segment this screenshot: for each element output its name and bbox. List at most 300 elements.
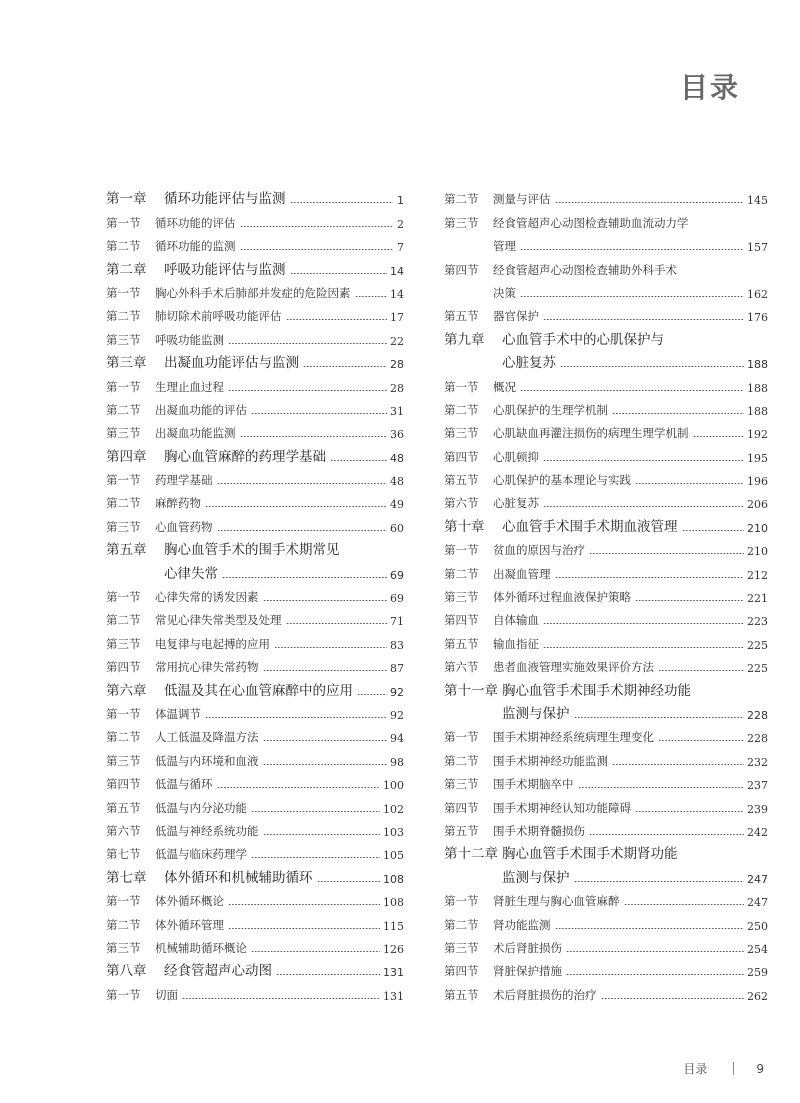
toc-section-entry [106, 699, 404, 722]
dot-leader [520, 296, 744, 297]
dot-leader [222, 577, 387, 578]
dot-leader [612, 764, 744, 765]
toc-chapter-entry [106, 254, 404, 277]
section-title: 肾脏生理与胸心血管麻醉 [493, 894, 620, 909]
page-ref: 105 [383, 849, 404, 863]
toc-section-entry [444, 628, 768, 651]
section-number: 第五节 [106, 800, 141, 815]
toc-section-entry [106, 792, 404, 815]
toc-section-entry [444, 722, 768, 745]
section-number: 第三节 [444, 940, 479, 955]
page-ref: 7 [397, 241, 404, 255]
toc-section-entry [106, 769, 404, 792]
toc-section-entry [106, 395, 404, 418]
page-footer [683, 1060, 764, 1077]
section-title: 围手术期神经系统病理生理变化 [493, 730, 654, 745]
chapter-title: 呼吸功能评估与监测 [164, 261, 286, 278]
section-title: 体外循环过程血液保护策略 [493, 590, 631, 605]
section-title: 常用抗心律失常药物 [155, 660, 259, 675]
section-title: 体温调节 [155, 706, 201, 721]
chapter-number: 第七章 [106, 869, 147, 886]
dot-leader [658, 740, 744, 741]
dot-leader [543, 623, 744, 624]
chapter-number: 第十一章 [444, 682, 498, 699]
page-ref: 14 [390, 264, 404, 278]
section-number: 第二节 [106, 496, 141, 511]
page-ref: 2 [397, 217, 404, 231]
dot-leader [228, 390, 387, 391]
toc-section-entry [444, 418, 768, 441]
section-number: 第三节 [106, 753, 141, 768]
section-number: 第三节 [106, 426, 141, 441]
toc-section-entry [106, 933, 404, 956]
section-number: 第四节 [444, 449, 479, 464]
chapter-number: 第一章 [106, 191, 147, 208]
dot-leader [589, 553, 744, 554]
section-title: 术后肾脏损伤的治疗 [493, 987, 597, 1002]
toc-section-entry [444, 488, 768, 511]
section-title: 心肌保护的生理学机制 [493, 402, 608, 417]
toc-section-entry [106, 231, 404, 254]
page-number: 9 [756, 1061, 764, 1076]
page-ref: 157 [747, 241, 768, 255]
toc-section-entry [444, 371, 768, 394]
dot-leader [601, 998, 745, 999]
section-number: 第六节 [106, 823, 141, 838]
toc-section-entry [444, 582, 768, 605]
page-ref: 131 [383, 989, 404, 1003]
section-number: 第二节 [106, 239, 141, 254]
section-number: 第三节 [106, 636, 141, 651]
toc-section-entry [106, 465, 404, 488]
page-ref: 259 [747, 966, 768, 980]
dot-leader [251, 413, 387, 414]
section-title: 经食管超声心动图检查辅助血流动力学 [493, 215, 689, 230]
chapter-title: 心脏复苏 [502, 355, 556, 372]
dot-leader [251, 857, 380, 858]
chapter-title: 低温及其在心血管麻醉中的应用 [164, 682, 353, 699]
page-ref: 36 [390, 428, 404, 442]
section-title: 体外循环概论 [155, 894, 224, 909]
page-ref: 145 [747, 194, 768, 208]
chapter-number: 第十章 [444, 518, 485, 535]
page-ref: 228 [747, 708, 768, 722]
page-ref: 108 [383, 896, 404, 910]
section-title: 胸心外科手术后肺部并发症的危险因素 [155, 285, 351, 300]
section-number: 第四节 [444, 262, 479, 277]
toc-section-entry [444, 395, 768, 418]
toc-section-entry [106, 511, 404, 534]
section-title: 出凝血功能的评估 [155, 402, 247, 417]
section-number: 第一节 [106, 894, 141, 909]
page-ref: 28 [390, 381, 404, 395]
page-ref: 210 [747, 521, 768, 535]
section-title: 心肌缺血再灌注损伤的病理生理学机制 [493, 426, 689, 441]
toc-section-entry [444, 231, 768, 254]
dot-leader [330, 460, 387, 461]
toc-section-entry [444, 207, 768, 230]
toc-section-entry [106, 979, 404, 1002]
dot-leader [574, 717, 745, 718]
page-ref: 69 [390, 592, 404, 606]
toc-section-entry [106, 909, 404, 932]
page-ref: 1 [397, 194, 404, 208]
page-ref: 28 [390, 358, 404, 372]
chapter-number: 第八章 [106, 963, 147, 980]
toc-section-entry [444, 441, 768, 464]
chapter-title: 体外循环和机械辅助循环 [164, 869, 313, 886]
page-ref: 100 [383, 779, 404, 793]
page-ref: 48 [390, 451, 404, 465]
page-ref: 131 [383, 966, 404, 980]
chapter-title: 胸心血管手术围手术期神经功能 [502, 682, 691, 699]
page-title: 目录 [679, 71, 740, 104]
dot-leader [578, 787, 745, 788]
section-title: 出凝血功能监测 [155, 426, 236, 441]
chapter-number: 第三章 [106, 355, 147, 372]
dot-leader [217, 530, 388, 531]
section-title: 决策 [493, 285, 516, 300]
toc-section-entry [444, 535, 768, 558]
section-number: 第二节 [444, 566, 479, 581]
page-ref: 196 [747, 475, 768, 489]
section-title: 围手术期脑卒中 [493, 777, 574, 792]
section-number: 第四节 [444, 613, 479, 628]
toc-section-entry [106, 488, 404, 511]
page-ref: 206 [747, 498, 768, 512]
section-number: 第一节 [106, 987, 141, 1002]
section-number: 第六节 [444, 660, 479, 675]
section-title: 呼吸功能监测 [155, 332, 224, 347]
section-title: 生理止血过程 [155, 379, 224, 394]
toc-section-entry [106, 324, 404, 347]
dot-leader [317, 881, 381, 882]
toc-section-entry [106, 207, 404, 230]
section-number: 第五节 [444, 636, 479, 651]
dot-leader [574, 881, 745, 882]
section-number: 第五节 [444, 309, 479, 324]
toc-section-entry [106, 371, 404, 394]
toc-chapter-entry [106, 184, 404, 207]
toc-section-entry [106, 652, 404, 675]
dot-leader [263, 834, 381, 835]
dot-leader [286, 623, 388, 624]
dot-leader [276, 974, 380, 975]
toc-section-entry [106, 418, 404, 441]
chapter-number: 第四章 [106, 448, 147, 465]
dot-leader [290, 202, 394, 203]
toc-section-entry [444, 745, 768, 768]
dot-leader [205, 717, 387, 718]
page-ref: 126 [383, 942, 404, 956]
toc-section-entry [444, 652, 768, 675]
chapter-number: 第五章 [106, 542, 147, 559]
toc-chapter-entry [106, 558, 404, 581]
dot-leader [612, 413, 744, 414]
page-ref: 49 [390, 498, 404, 512]
toc-section-entry [106, 722, 404, 745]
section-title: 切面 [155, 987, 178, 1002]
chapter-title: 监测与保护 [502, 869, 570, 886]
section-title: 围手术期脊髓损伤 [493, 823, 585, 838]
section-number: 第四节 [444, 800, 479, 815]
chapter-number: 第十二章 [444, 846, 498, 863]
section-number: 第二节 [444, 917, 479, 932]
section-title: 心脏复苏 [493, 496, 539, 511]
section-title: 麻醉药物 [155, 496, 201, 511]
toc-section-entry [106, 886, 404, 909]
dot-leader [303, 366, 387, 367]
page-ref: 262 [747, 989, 768, 1003]
dot-leader [520, 249, 744, 250]
section-number: 第三节 [444, 215, 479, 230]
footer-label: 目录 [683, 1062, 708, 1076]
page-ref: 188 [747, 381, 768, 395]
dot-leader [205, 506, 387, 507]
dot-leader [682, 530, 745, 531]
toc-section-entry [444, 301, 768, 324]
section-title: 器官保护 [493, 309, 539, 324]
page-ref: 87 [390, 662, 404, 676]
section-number: 第二节 [106, 613, 141, 628]
dot-leader [228, 928, 380, 929]
toc-chapter-entry [444, 839, 768, 862]
section-number: 第一节 [106, 215, 141, 230]
dot-leader [240, 436, 388, 437]
section-title: 围手术期神经功能监测 [493, 753, 608, 768]
toc-section-entry [444, 933, 768, 956]
toc-chapter-entry [106, 675, 404, 698]
section-number: 第一节 [106, 706, 141, 721]
chapter-number: 第二章 [106, 261, 147, 278]
page-ref: 92 [390, 708, 404, 722]
footer-divider [733, 1062, 734, 1075]
section-number: 第一节 [106, 285, 141, 300]
dot-leader [217, 787, 381, 788]
page-ref: 225 [747, 638, 768, 652]
page-ref: 239 [747, 802, 768, 816]
dot-leader [658, 670, 744, 671]
toc-section-entry [106, 582, 404, 605]
section-title: 药理学基础 [155, 473, 213, 488]
chapter-title: 循环功能评估与监测 [164, 191, 286, 208]
dot-leader [635, 600, 744, 601]
page-ref: 48 [390, 475, 404, 489]
chapter-title: 经食管超声心动图 [164, 963, 272, 980]
toc-section-entry [106, 839, 404, 862]
section-number: 第一节 [106, 473, 141, 488]
section-title: 经食管超声心动图检查辅助外科手术 [493, 262, 677, 277]
toc-chapter-entry [106, 862, 404, 885]
section-title: 心肌顿抑 [493, 449, 539, 464]
section-number: 第二节 [444, 753, 479, 768]
toc-section-entry [444, 558, 768, 581]
page-ref: 247 [747, 872, 768, 886]
section-title: 心律失常的诱发因素 [155, 590, 259, 605]
section-title: 概况 [493, 379, 516, 394]
dot-leader [635, 811, 744, 812]
toc-section-entry [106, 301, 404, 324]
dot-leader [263, 764, 388, 765]
toc-section-entry [444, 605, 768, 628]
dot-leader [566, 951, 744, 952]
section-number: 第一节 [444, 379, 479, 394]
dot-leader [560, 366, 744, 367]
dot-leader [240, 226, 394, 227]
page-ref: 103 [383, 825, 404, 839]
chapter-number: 第六章 [106, 682, 147, 699]
page-ref: 232 [747, 755, 768, 769]
dot-leader [290, 273, 388, 274]
section-number: 第一节 [444, 730, 479, 745]
page-ref: 242 [747, 825, 768, 839]
page-ref: 162 [747, 287, 768, 301]
toc-section-entry [444, 254, 768, 277]
toc-section-entry [106, 278, 404, 301]
toc-right-column [444, 184, 768, 1003]
section-title: 自体输血 [493, 613, 539, 628]
section-number: 第三节 [106, 332, 141, 347]
section-title: 管理 [493, 239, 516, 254]
section-title: 肾功能监测 [493, 917, 551, 932]
page-ref: 176 [747, 311, 768, 325]
section-number: 第一节 [106, 379, 141, 394]
page-ref: 94 [390, 732, 404, 746]
section-title: 循环功能的评估 [155, 215, 236, 230]
section-title: 机械辅助循环概论 [155, 940, 247, 955]
dot-leader [182, 998, 380, 999]
page-ref: 22 [390, 334, 404, 348]
chapter-title: 心血管手术围手术期血液管理 [502, 518, 678, 535]
section-title: 电复律与电起搏的应用 [155, 636, 270, 651]
section-title: 心肌保护的基本理论与实践 [493, 473, 631, 488]
page-ref: 210 [747, 545, 768, 559]
dot-leader [274, 647, 387, 648]
section-title: 低温与循环 [155, 777, 213, 792]
dot-leader [228, 343, 387, 344]
section-number: 第三节 [444, 777, 479, 792]
section-title: 体外循环管理 [155, 917, 224, 932]
dot-leader [251, 951, 380, 952]
toc-chapter-entry [444, 699, 768, 722]
page-ref: 225 [747, 662, 768, 676]
toc-left-column [106, 184, 404, 1003]
section-number: 第一节 [106, 590, 141, 605]
section-number: 第七节 [106, 847, 141, 862]
toc-chapter-entry [444, 862, 768, 885]
toc-section-entry [444, 956, 768, 979]
toc-chapter-entry [106, 535, 404, 558]
section-number: 第一节 [444, 894, 479, 909]
dot-leader [555, 577, 745, 578]
toc-section-entry [444, 979, 768, 1002]
toc-chapter-entry [444, 675, 768, 698]
section-title: 出凝血管理 [493, 566, 551, 581]
toc-chapter-entry [106, 956, 404, 979]
toc-section-entry [106, 605, 404, 628]
page-ref: 212 [747, 568, 768, 582]
toc-section-entry [444, 769, 768, 792]
dot-leader [543, 460, 744, 461]
dot-leader [520, 390, 744, 391]
page-ref: 60 [390, 521, 404, 535]
toc-section-entry [444, 909, 768, 932]
section-number: 第一节 [444, 543, 479, 558]
section-number: 第五节 [444, 987, 479, 1002]
section-title: 测量与评估 [493, 192, 551, 207]
page-ref: 247 [747, 896, 768, 910]
page-ref: 98 [390, 755, 404, 769]
page-ref: 102 [383, 802, 404, 816]
page-ref: 188 [747, 404, 768, 418]
dot-leader [263, 670, 388, 671]
page-ref: 221 [747, 592, 768, 606]
page-ref: 254 [747, 942, 768, 956]
section-title: 贫血的原因与治疗 [493, 543, 585, 558]
section-number: 第二节 [106, 730, 141, 745]
dot-leader [566, 974, 744, 975]
section-title: 低温与神经系统功能 [155, 823, 259, 838]
page-ref: 250 [747, 919, 768, 933]
page-ref: 69 [390, 568, 404, 582]
dot-leader [589, 834, 744, 835]
dot-leader [624, 904, 745, 905]
section-number: 第三节 [444, 590, 479, 605]
section-number: 第四节 [106, 660, 141, 675]
dot-leader [555, 928, 745, 929]
toc-chapter-entry [444, 348, 768, 371]
toc-section-entry [106, 816, 404, 839]
section-title: 术后肾脏损伤 [493, 940, 562, 955]
page-ref: 115 [383, 919, 404, 933]
section-number: 第三节 [106, 940, 141, 955]
page-ref: 237 [747, 779, 768, 793]
chapter-title: 胸心血管手术围手术期肾功能 [502, 846, 678, 863]
section-number: 第五节 [444, 473, 479, 488]
dot-leader [263, 740, 388, 741]
page-ref: 14 [390, 287, 404, 301]
dot-leader [357, 694, 387, 695]
page-ref: 31 [390, 404, 404, 418]
toc-chapter-entry [106, 441, 404, 464]
section-title: 肾脏保护措施 [493, 964, 562, 979]
toc-section-entry [106, 628, 404, 651]
page-ref: 71 [390, 615, 404, 629]
section-title: 人工低温及降温方法 [155, 730, 259, 745]
dot-leader [286, 319, 388, 320]
chapter-number: 第九章 [444, 331, 485, 348]
toc-section-entry [444, 816, 768, 839]
section-number: 第五节 [444, 823, 479, 838]
toc-chapter-entry [106, 348, 404, 371]
chapter-title: 监测与保护 [502, 705, 570, 722]
dot-leader [555, 202, 745, 203]
section-number: 第六节 [444, 496, 479, 511]
dot-leader [543, 647, 744, 648]
section-title: 输血指征 [493, 636, 539, 651]
page-ref: 188 [747, 358, 768, 372]
section-number: 第二节 [106, 402, 141, 417]
section-number: 第二节 [106, 917, 141, 932]
chapter-title: 出凝血功能评估与监测 [164, 355, 299, 372]
section-title: 低温与临床药理学 [155, 847, 247, 862]
toc-section-entry [444, 792, 768, 815]
chapter-title: 心律失常 [164, 565, 218, 582]
dot-leader [355, 296, 388, 297]
dot-leader [251, 811, 380, 812]
section-title: 低温与内环境和血液 [155, 753, 259, 768]
dot-leader [543, 319, 744, 320]
